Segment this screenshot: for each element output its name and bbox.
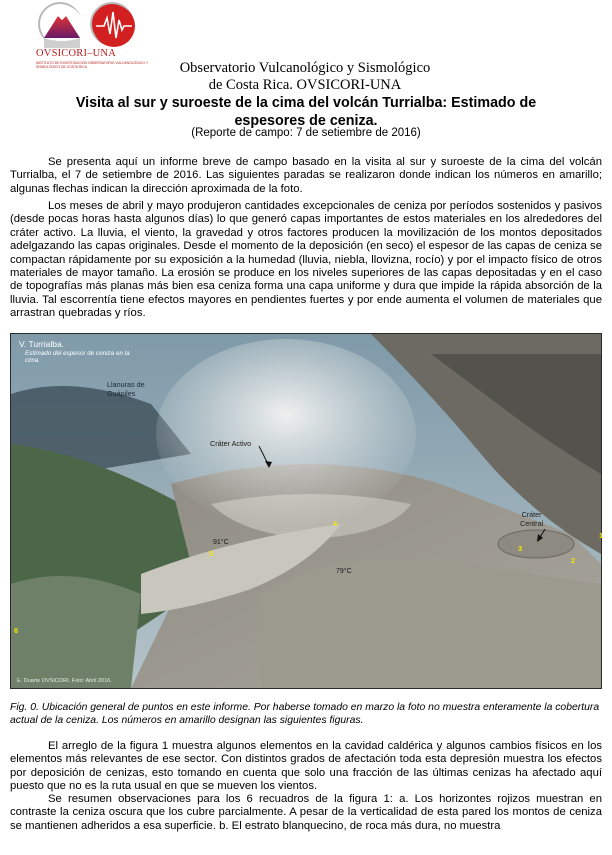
volcano-logo-icon xyxy=(38,2,82,46)
institution-line-1: Observatorio Vulcanológico y Sismológico xyxy=(179,60,431,76)
photo-credit: E. Duarte OVSICORI. Foto: Abril 2016. xyxy=(17,678,112,684)
photo-temp-91: 91°C xyxy=(213,539,229,546)
figure-caption: Fig. 0. Ubicación general de puntos en este informe. Por haberse tomado en marzo la foto no muestra enteramente la cobertura actual de la ceniza. Los números en amarillo designan las siguientes figuras. xyxy=(10,702,600,726)
paragraph-figure-1: El arreglo de la figura 1 muestra algunos elementos en la cavidad caldérica y algunos cambios físicos en los elementos más relevantes de ese sector. Con distintos grados de afectación toda esta depresión muestra los efectos por deposición de cenizas, esto tomando en cuenta que solo una fracción de las últimas cenizas ha afectado aquí puesto que no es la ruta usual en que se mueven los vientos. xyxy=(10,740,602,793)
paragraph-intro: Se presenta aquí un informe breve de campo basado en la visita al sur y suroeste de la cima del volcán Turrialba, el 7 de setiembre de 2016. Las siguientes paradas se realizaron donde indican los números en amarillo; algunas flechas indican la dirección aproximada de la foto. xyxy=(10,156,602,195)
photo-temp-79: 79°C xyxy=(336,568,352,575)
photo-label-central-crater: Cráter Central xyxy=(520,510,544,528)
volcano-photo-illustration xyxy=(11,334,604,688)
seismograph-logo-icon xyxy=(90,2,134,46)
photo-marker-2: 2 xyxy=(571,556,576,565)
logo-org-subtitle: INSTITUTO DE INVESTIGACIÓN OBSERVATORIO VULCANOLÓGICO Y SISMOLÓGICO DE COSTA RICA xyxy=(36,61,149,69)
photo-label-llanuras: Llanuras de Guápiles xyxy=(107,380,145,398)
logo-org-name: OVSICORI–UNA xyxy=(36,48,116,59)
volcano-aerial-photo xyxy=(10,333,602,689)
report-title: Visita al sur y suroeste de la cima del volcán Turrialba: Estimado de espesores de ceniza. xyxy=(75,95,537,129)
paragraph-observations: Se resumen observaciones para los 6 recuadros de la figura 1: a. Los horizontes rojizos muestran en contraste la ceniza oscura que los cubre parcialmente. A pesar de la verticalidad de esta pared los montos de ceniza se mantienen adheridos a esa superficie. b. El estrato blanquecino, de roca más dura, no muestra xyxy=(10,793,602,832)
photo-label-active-crater: Cráter Activo xyxy=(210,439,252,448)
photo-title: V. Turrialba. xyxy=(19,339,65,349)
photo-marker-1: 1 xyxy=(599,531,604,540)
photo-marker-5: 5 xyxy=(209,549,214,558)
photo-note: Estimado del espesor de ceniza en la cima. xyxy=(25,350,130,364)
institution-line-2: de Costa Rica. OVSICORI-UNA xyxy=(208,77,402,93)
paragraph-ash-deposits: Los meses de abril y mayo produjeron cantidades excepcionales de ceniza por períodos sostenidos y pasivos (desde pocas horas hasta algunos días) lo que generó capas importantes de estos materiales en los alrededores del cráter activo. La lluvia, el viento, la gravedad y otros factores producen la movilización de los montos depositados adelgazando las capas originales. Desde el momento de la deposición (en seco) el espesor de las capas de ceniza se compactan rápidamente por su exposición a la humedad (lluvia, niebla, llovizna, rocío) y por el impacto físico de otros materiales de mayor tamaño. La erosión se produce en los niveles superiores de las capas depositadas y en el caso de topografías más planas más bien esa ceniza forma una capa uniforme y dura que impide la rápida absorción de la lluvia. Tal escorrentía tiene efectos mayores en pendientes fuertes y por ende aumenta el volumen de materiales que arrastran quebradas y ríos. xyxy=(10,200,602,320)
photo-marker-3: 3 xyxy=(518,544,523,553)
report-subtitle: (Reporte de campo: 7 de setiembre de 2016) xyxy=(191,127,421,139)
photo-marker-4: 4 xyxy=(333,519,338,528)
photo-marker-6: 6 xyxy=(14,626,19,635)
